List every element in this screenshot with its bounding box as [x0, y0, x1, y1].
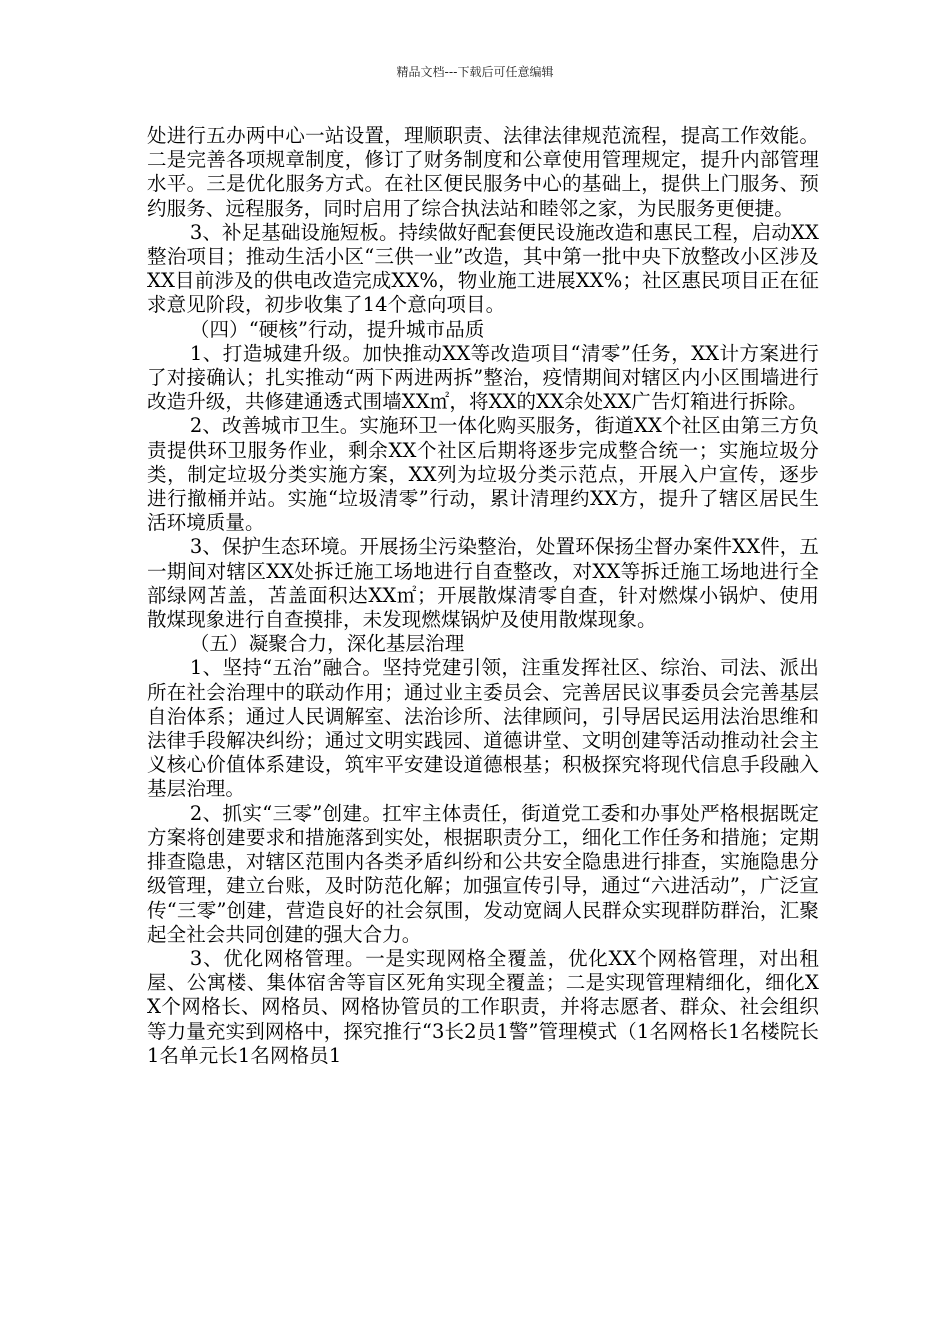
section-heading: （四）“硬核”行动，提升城市品质: [189, 317, 485, 341]
body-paragraph: 处进行五办两中心一站设置，理顺职责、法律法律规范流程，提高工作效能。二是完善各项规章制度，修订了财务制度和公章使用管理规定，提升内部管理水平。三是优化服务方式。在社区便民服务中心的基础上，提供上门服务、预约服务、远程服务，同时启用了综合执法站和睦邻之家，为民服务更便捷。: [147, 124, 819, 220]
body-paragraph: 3、保护生态环境。开展扬尘污染整治，处置环保扬尘督办案件XX件，五一期间对辖区XX处拆迁施工场地进行自查整改，对XX等拆迁施工场地进行全部绿网苫盖，苫盖面积达XX㎡；开展散煤清零自查，针对燃煤小锅炉、使用散煤现象进行自查摸排，未发现燃煤锅炉及使用散煤现象。: [147, 535, 819, 632]
body-paragraph: 2、抓实“三零”创建。扛牢主体责任，街道党工委和办事处严格根据既定方案将创建要求和措施落到实处，根据职责分工，细化工作任务和措施；定期排查隐患，对辖区范围内各类矛盾纠纷和公共安全隐患进行排查，实施隐患分级管理，建立台账，及时防范化解；加强宣传引导，通过“六进活动”，广泛宣传“三零”创建，营造良好的社会氛围，发动宽阔人民群众实现群防群治，汇聚起全社会共同创建的强大合力。: [147, 801, 819, 946]
body-paragraph: 3、优化网格管理。一是实现网格全覆盖，优化XX个网格管理，对出租屋、公寓楼、集体宿舍等盲区死角实现全覆盖；二是实现管理精细化，细化XX个网格长、网格员、网格协管员的工作职责，并将志愿者、群众、社会组织等力量充实到网格中，探究推行“3长2员1警”管理模式（1名网格长1名楼院长1名单元长1名网格员1: [147, 946, 819, 1067]
document-body: [147, 124, 819, 1068]
section-heading: （五）凝聚合力，深化基层治理: [189, 632, 465, 656]
page-header: 精品文档---下载后可任意编辑: [396, 65, 554, 79]
body-paragraph: 1、打造城建升级。加快推动XX等改造项目“清零”任务，XX计方案进行了对接确认；扎实推动“两下两进两拆”整治，疫情期间对辖区内小区围墙进行改造升级，共修建通透式围墙XX㎡，将XX的XX余处XX广告灯箱进行拆除。: [147, 341, 819, 414]
body-paragraph: 3、补足基础设施短板。持续做好配套便民设施改造和惠民工程，启动XX整治项目；推动生活小区“三供一业”改造，其中第一批中央下放整改小区涉及XX目前涉及的供电改造完成XX%，物业施工进展XX%；社区惠民项目正在征求意见阶段，初步收集了14个意向项目。: [147, 220, 819, 317]
body-paragraph: 1、坚持“五治”融合。坚持党建引领，注重发挥社区、综治、司法、派出所在社会治理中的联动作用；通过业主委员会、完善居民议事委员会完善基层自治体系；通过人民调解室、法治诊所、法律顾问，引导居民运用法治思维和法律手段解决纠纷；通过文明实践园、道德讲堂、文明创建等活动推动社会主义核心价值体系建设，筑牢平安建设道德根基；积极探究将现代信息手段融入基层治理。: [147, 656, 819, 801]
body-paragraph: 2、改善城市卫生。实施环卫一体化购买服务，街道XX个社区由第三方负责提供环卫服务作业，剩余XX个社区后期将逐步完成整合统一；实施垃圾分类，制定垃圾分类实施方案，XX列为垃圾分类示范点，开展入户宣传，逐步进行撤桶并站。实施“垃圾清零”行动，累计清理约XX方，提升了辖区居民生活环境质量。: [147, 414, 819, 535]
